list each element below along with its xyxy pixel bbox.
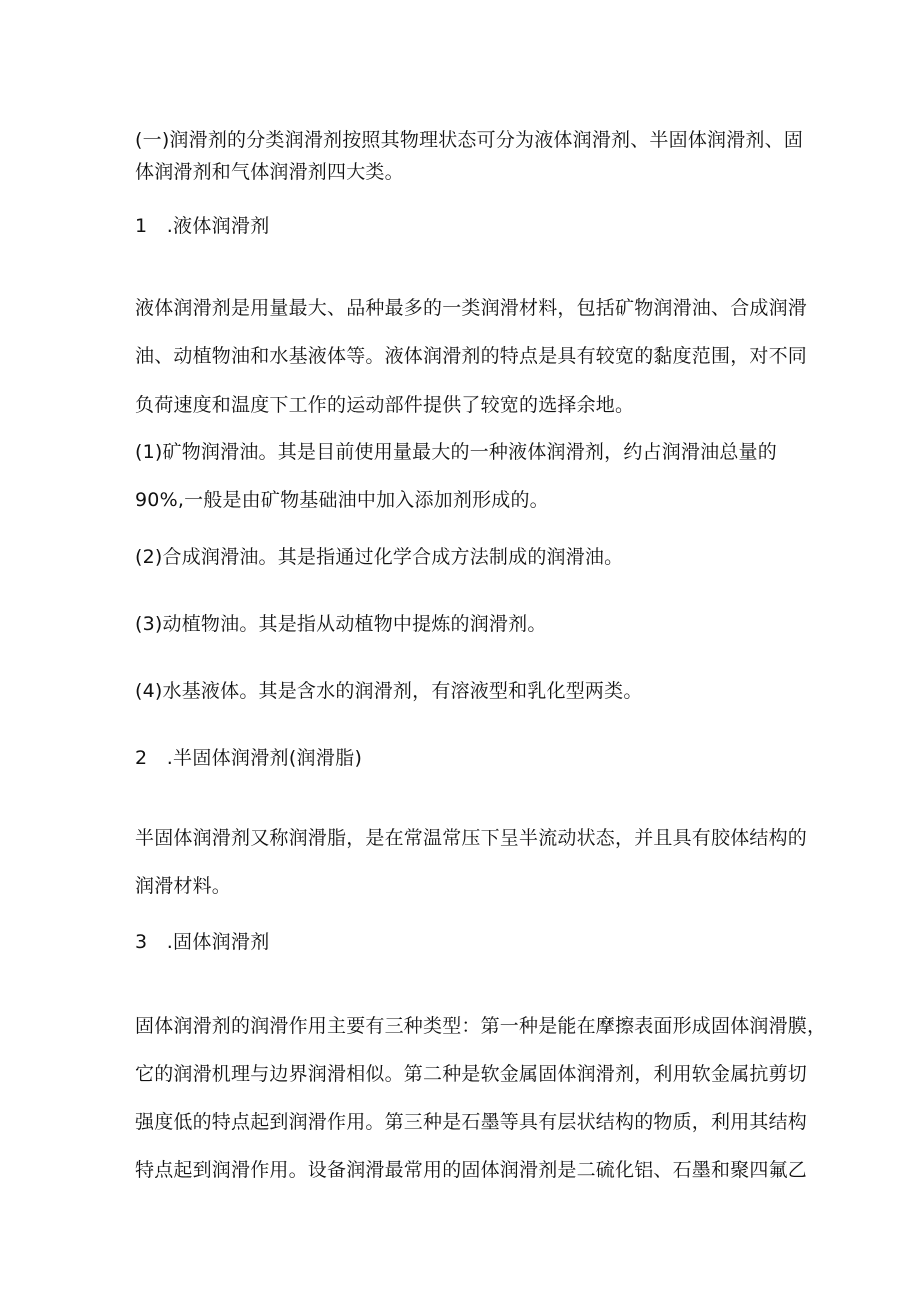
item-1-line-2: 90%,一般是由矿物基础油中加入添加剂形成的。 bbox=[135, 489, 549, 511]
section-1-para-line-1: 液体润滑剂是用量最大、品种最多的一类润滑材料，包括矿物润滑油、合成润滑 bbox=[135, 297, 808, 319]
item-4: (4)水基液体。其是含水的润滑剂，有溶液型和乳化型两类。 bbox=[135, 680, 643, 702]
section-1-para-line-2: 油、动植物油和水基液体等。液体润滑剂的特点是具有较宽的黏度范围，对不同 bbox=[135, 345, 808, 367]
section-1-heading: 1 .液体润滑剂 bbox=[135, 215, 270, 237]
section-2-heading: 2 .半固体润滑剂(润滑脂) bbox=[135, 747, 363, 769]
section-3-para-line-1: 固体润滑剂的润滑作用主要有三种类型：第一种是能在摩擦表面形成固体润滑膜， bbox=[135, 1015, 827, 1037]
intro-line-2: 体润滑剂和气体润滑剂四大类。 bbox=[135, 161, 404, 183]
section-2-para-line-2: 润滑材料。 bbox=[135, 875, 232, 897]
item-3: (3)动植物油。其是指从动植物中提炼的润滑剂。 bbox=[135, 613, 547, 635]
section-3-heading: 3 .固体润滑剂 bbox=[135, 931, 270, 953]
section-3-para-line-4: 特点起到润滑作用。设备润滑最常用的固体润滑剂是二硫化铝、石墨和聚四氟乙 bbox=[135, 1159, 808, 1181]
section-3-para-line-3: 强度低的特点起到润滑作用。第三种是石墨等具有层状结构的物质，利用其结构 bbox=[135, 1111, 808, 1133]
section-3-para-line-2: 它的润滑机理与边界润滑相似。第二种是软金属固体润滑剂，利用软金属抗剪切 bbox=[135, 1063, 808, 1085]
section-2-para-line-1: 半固体润滑剂又称润滑脂，是在常温常压下呈半流动状态，并且具有胶体结构的 bbox=[135, 827, 808, 849]
item-2: (2)合成润滑油。其是指通过化学合成方法制成的润滑油。 bbox=[135, 546, 624, 568]
item-1-line-1: (1)矿物润滑油。其是目前使用量最大的一种液体润滑剂，约占润滑油总量的 bbox=[135, 441, 777, 463]
intro-line-1: (一)润滑剂的分类润滑剂按照其物理状态可分为液体润滑剂、半固体润滑剂、固 bbox=[135, 129, 804, 151]
section-1-para-line-3: 负荷速度和温度下工作的运动部件提供了较宽的选择余地。 bbox=[135, 394, 635, 416]
